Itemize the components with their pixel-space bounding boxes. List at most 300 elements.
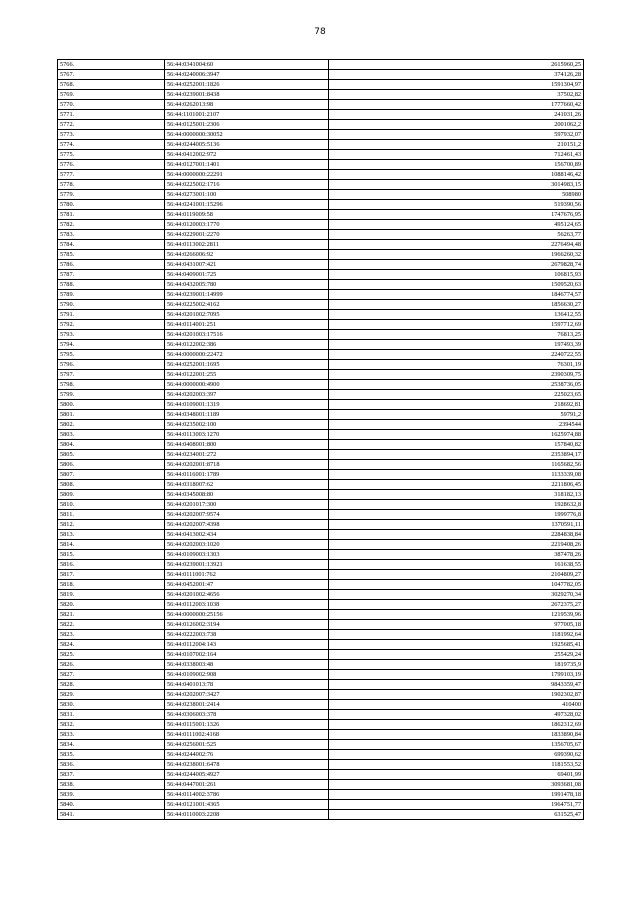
cadastral-number-cell: 56:44:0201003:17516 bbox=[165, 330, 329, 340]
table-row bbox=[58, 800, 584, 810]
row-number-cell: 5835. bbox=[58, 750, 165, 760]
cadastral-value-cell: 1356705,67 bbox=[329, 740, 584, 750]
cadastral-number-cell: 56:44:0202007:3427 bbox=[165, 690, 329, 700]
cadastral-value-cell: 76301,19 bbox=[329, 360, 584, 370]
table-row bbox=[58, 270, 584, 280]
cadastral-value-cell: 1047782,05 bbox=[329, 580, 584, 590]
table-row bbox=[58, 220, 584, 230]
table-row bbox=[58, 260, 584, 270]
table-row bbox=[58, 810, 584, 820]
cadastral-number-cell: 56:44:0239001:14999 bbox=[165, 290, 329, 300]
cadastral-value-cell: 56263,77 bbox=[329, 230, 584, 240]
row-number-cell: 5786. bbox=[58, 260, 165, 270]
cadastral-value-cell: 69401,99 bbox=[329, 770, 584, 780]
cadastral-number-cell: 56:44:0318007:62 bbox=[165, 480, 329, 490]
table-row bbox=[58, 730, 584, 740]
table-row bbox=[58, 90, 584, 100]
table-row bbox=[58, 360, 584, 370]
cadastral-value-cell: 597932,07 bbox=[329, 130, 584, 140]
row-number-cell: 5790. bbox=[58, 300, 165, 310]
table-row bbox=[58, 620, 584, 630]
table-row bbox=[58, 450, 584, 460]
table-row bbox=[58, 160, 584, 170]
table-row bbox=[58, 100, 584, 110]
row-number-cell: 5837. bbox=[58, 770, 165, 780]
cadastral-number-cell: 56:44:0452001:47 bbox=[165, 580, 329, 590]
cadastral-value-cell: 712461,43 bbox=[329, 150, 584, 160]
table-row bbox=[58, 740, 584, 750]
table-row bbox=[58, 290, 584, 300]
cadastral-number-cell: 56:44:0401013:78 bbox=[165, 680, 329, 690]
table-row bbox=[58, 660, 584, 670]
cadastral-number-cell: 56:44:0341004:60 bbox=[165, 60, 329, 70]
row-number-cell: 5796. bbox=[58, 360, 165, 370]
cadastral-value-cell: 225023,65 bbox=[329, 390, 584, 400]
row-number-cell: 5794. bbox=[58, 340, 165, 350]
table-row bbox=[58, 700, 584, 710]
row-number-cell: 5801. bbox=[58, 410, 165, 420]
cadastral-value-cell: 2284838,84 bbox=[329, 530, 584, 540]
cadastral-number-cell: 56:44:0306003:378 bbox=[165, 710, 329, 720]
row-number-cell: 5803. bbox=[58, 430, 165, 440]
row-number-cell: 5839. bbox=[58, 790, 165, 800]
cadastral-number-cell: 56:44:0256001:525 bbox=[165, 740, 329, 750]
table-row bbox=[58, 180, 584, 190]
cadastral-number-cell: 56:44:0110003:2208 bbox=[165, 810, 329, 820]
row-number-cell: 5793. bbox=[58, 330, 165, 340]
table-row bbox=[58, 750, 584, 760]
table-row bbox=[58, 150, 584, 160]
table-row bbox=[58, 410, 584, 420]
row-number-cell: 5783. bbox=[58, 230, 165, 240]
cadastral-value-cell: 3093681,08 bbox=[329, 780, 584, 790]
table-row bbox=[58, 300, 584, 310]
row-number-cell: 5823. bbox=[58, 630, 165, 640]
table-row bbox=[58, 200, 584, 210]
table-row bbox=[58, 320, 584, 330]
row-number-cell: 5810. bbox=[58, 500, 165, 510]
cadastral-value-cell: 106815,93 bbox=[329, 270, 584, 280]
table-row bbox=[58, 480, 584, 490]
table-row bbox=[58, 470, 584, 480]
row-number-cell: 5841. bbox=[58, 810, 165, 820]
table-row bbox=[58, 510, 584, 520]
cadastral-value-cell: 37502,82 bbox=[329, 90, 584, 100]
cadastral-value-cell: 410400 bbox=[329, 700, 584, 710]
table-row bbox=[58, 550, 584, 560]
table-row bbox=[58, 760, 584, 770]
row-number-cell: 5776. bbox=[58, 160, 165, 170]
row-number-cell: 5817. bbox=[58, 570, 165, 580]
row-number-cell: 5815. bbox=[58, 550, 165, 560]
cadastral-value-cell: 1181992,64 bbox=[329, 630, 584, 640]
table-row bbox=[58, 580, 584, 590]
table-row bbox=[58, 210, 584, 220]
cadastral-value-cell: 1819735,9 bbox=[329, 660, 584, 670]
cadastral-number-cell: 56:44:0000000:30052 bbox=[165, 130, 329, 140]
row-number-cell: 5767. bbox=[58, 70, 165, 80]
cadastral-number-cell: 56:44:0222003:738 bbox=[165, 630, 329, 640]
row-number-cell: 5778. bbox=[58, 180, 165, 190]
cadastral-value-cell: 2538736,05 bbox=[329, 380, 584, 390]
cadastral-number-cell: 56:44:0114002:3786 bbox=[165, 790, 329, 800]
row-number-cell: 5772. bbox=[58, 120, 165, 130]
table-row bbox=[58, 650, 584, 660]
row-number-cell: 5822. bbox=[58, 620, 165, 630]
table-row bbox=[58, 490, 584, 500]
row-number-cell: 5782. bbox=[58, 220, 165, 230]
row-number-cell: 5830. bbox=[58, 700, 165, 710]
cadastral-value-cell: 136412,55 bbox=[329, 310, 584, 320]
cadastral-value-cell: 318182,13 bbox=[329, 490, 584, 500]
cadastral-value-cell: 210151,2 bbox=[329, 140, 584, 150]
cadastral-value-cell: 497328,02 bbox=[329, 710, 584, 720]
table-row bbox=[58, 540, 584, 550]
cadastral-number-cell: 56:44:0244005:4927 bbox=[165, 770, 329, 780]
cadastral-value-cell: 2672375,27 bbox=[329, 600, 584, 610]
cadastral-number-cell: 56:44:0202003:397 bbox=[165, 390, 329, 400]
cadastral-number-cell: 56:44:0109001:1319 bbox=[165, 400, 329, 410]
row-number-cell: 5800. bbox=[58, 400, 165, 410]
row-number-cell: 5838. bbox=[58, 780, 165, 790]
cadastral-number-cell: 56:44:0202007:9574 bbox=[165, 510, 329, 520]
cadastral-number-cell: 56:44:0125001:2306 bbox=[165, 120, 329, 130]
cadastral-number-cell: 56:44:0244002:76 bbox=[165, 750, 329, 760]
row-number-cell: 5792. bbox=[58, 320, 165, 330]
cadastral-value-cell: 1597712,69 bbox=[329, 320, 584, 330]
cadastral-number-cell: 56:44:0113003:1270 bbox=[165, 430, 329, 440]
row-number-cell: 5824. bbox=[58, 640, 165, 650]
cadastral-number-cell: 56:44:1101001:2107 bbox=[165, 110, 329, 120]
cadastral-number-cell: 56:44:0111002:4168 bbox=[165, 730, 329, 740]
cadastral-number-cell: 56:44:0241001:15296 bbox=[165, 200, 329, 210]
row-number-cell: 5820. bbox=[58, 600, 165, 610]
cadastral-number-cell: 56:44:0121001:4365 bbox=[165, 800, 329, 810]
cadastral-value-cell: 1966260,32 bbox=[329, 250, 584, 260]
cadastral-value-cell: 76813,25 bbox=[329, 330, 584, 340]
row-number-cell: 5779. bbox=[58, 190, 165, 200]
row-number-cell: 5770. bbox=[58, 100, 165, 110]
row-number-cell: 5809. bbox=[58, 490, 165, 500]
cadastral-value-cell: 1509520,63 bbox=[329, 280, 584, 290]
table-row bbox=[58, 60, 584, 70]
cadastral-value-cell: 1777660,42 bbox=[329, 100, 584, 110]
row-number-cell: 5775. bbox=[58, 150, 165, 160]
table-row bbox=[58, 400, 584, 410]
row-number-cell: 5806. bbox=[58, 460, 165, 470]
cadastral-number-cell: 56:44:0225002:4162 bbox=[165, 300, 329, 310]
table-row bbox=[58, 390, 584, 400]
row-number-cell: 5807. bbox=[58, 470, 165, 480]
row-number-cell: 5788. bbox=[58, 280, 165, 290]
row-number-cell: 5840. bbox=[58, 800, 165, 810]
cadastral-value-cell: 2615960,25 bbox=[329, 60, 584, 70]
row-number-cell: 5795. bbox=[58, 350, 165, 360]
table-row bbox=[58, 570, 584, 580]
table-row bbox=[58, 790, 584, 800]
cadastral-number-cell: 56:44:0109003:1303 bbox=[165, 550, 329, 560]
table-row bbox=[58, 70, 584, 80]
row-number-cell: 5802. bbox=[58, 420, 165, 430]
cadastral-number-cell: 56:44:0252001:1826 bbox=[165, 80, 329, 90]
row-number-cell: 5833. bbox=[58, 730, 165, 740]
row-number-cell: 5805. bbox=[58, 450, 165, 460]
table-row bbox=[58, 520, 584, 530]
cadastral-number-cell: 56:44:0408001:800 bbox=[165, 440, 329, 450]
cadastral-value-cell: 157840,82 bbox=[329, 440, 584, 450]
table-row bbox=[58, 110, 584, 120]
row-number-cell: 5799. bbox=[58, 390, 165, 400]
row-number-cell: 5834. bbox=[58, 740, 165, 750]
cadastral-value-cell: 1747676,95 bbox=[329, 210, 584, 220]
row-number-cell: 5828. bbox=[58, 680, 165, 690]
cadastral-number-cell: 56:44:0115001:1326 bbox=[165, 720, 329, 730]
cadastral-value-cell: 241031,26 bbox=[329, 110, 584, 120]
cadastral-number-cell: 56:44:0114001:251 bbox=[165, 320, 329, 330]
cadastral-number-cell: 56:44:0240006:3947 bbox=[165, 70, 329, 80]
cadastral-number-cell: 56:44:0202003:1020 bbox=[165, 540, 329, 550]
cadastral-number-cell: 56:44:0122002:386 bbox=[165, 340, 329, 350]
cadastral-number-cell: 56:44:0345008:80 bbox=[165, 490, 329, 500]
cadastral-number-cell: 56:44:0202001:8718 bbox=[165, 460, 329, 470]
table-row bbox=[58, 310, 584, 320]
row-number-cell: 5816. bbox=[58, 560, 165, 570]
cadastral-number-cell: 56:44:0266006:92 bbox=[165, 250, 329, 260]
cadastral-value-cell: 2353894,17 bbox=[329, 450, 584, 460]
cadastral-value-cell: 1219539,96 bbox=[329, 610, 584, 620]
cadastral-value-cell: 197493,39 bbox=[329, 340, 584, 350]
row-number-cell: 5831. bbox=[58, 710, 165, 720]
cadastral-number-cell: 56:44:0201002:4656 bbox=[165, 590, 329, 600]
cadastral-number-cell: 56:44:0112003:1038 bbox=[165, 600, 329, 610]
page-number: 78 bbox=[314, 27, 326, 37]
row-number-cell: 5812. bbox=[58, 520, 165, 530]
table-row bbox=[58, 350, 584, 360]
table-row bbox=[58, 590, 584, 600]
cadastral-value-cell: 977005,18 bbox=[329, 620, 584, 630]
cadastral-value-cell: 2276494,48 bbox=[329, 240, 584, 250]
row-number-cell: 5777. bbox=[58, 170, 165, 180]
table-row bbox=[58, 340, 584, 350]
cadastral-value-cell: 1799103,19 bbox=[329, 670, 584, 680]
cadastral-value-cell: 1856630,27 bbox=[329, 300, 584, 310]
table-row bbox=[58, 670, 584, 680]
table-row bbox=[58, 380, 584, 390]
cadastral-value-cell: 218692,81 bbox=[329, 400, 584, 410]
table-row bbox=[58, 240, 584, 250]
row-number-cell: 5808. bbox=[58, 480, 165, 490]
row-number-cell: 5825. bbox=[58, 650, 165, 660]
cadastral-value-cell: 2211806,45 bbox=[329, 480, 584, 490]
cadastral-value-cell: 1925685,41 bbox=[329, 640, 584, 650]
cadastral-value-cell: 1625974,88 bbox=[329, 430, 584, 440]
cadastral-number-cell: 56:44:0273001:100 bbox=[165, 190, 329, 200]
cadastral-value-cell: 1165682,56 bbox=[329, 460, 584, 470]
row-number-cell: 5814. bbox=[58, 540, 165, 550]
cadastral-number-cell: 56:44:0238001:2414 bbox=[165, 700, 329, 710]
cadastral-value-cell: 59791,2 bbox=[329, 410, 584, 420]
row-number-cell: 5771. bbox=[58, 110, 165, 120]
cadastral-value-cell: 2219408,26 bbox=[329, 540, 584, 550]
cadastral-number-cell: 56:44:0409001:725 bbox=[165, 270, 329, 280]
table-row bbox=[58, 80, 584, 90]
cadastral-value-cell: 255429,24 bbox=[329, 650, 584, 660]
row-number-cell: 5791. bbox=[58, 310, 165, 320]
cadastral-value-cell: 519390,56 bbox=[329, 200, 584, 210]
table-row bbox=[58, 560, 584, 570]
table-row bbox=[58, 690, 584, 700]
cadastral-value-cell: 2394544 bbox=[329, 420, 584, 430]
row-number-cell: 5769. bbox=[58, 90, 165, 100]
cadastral-value-cell: 2679828,74 bbox=[329, 260, 584, 270]
table-row bbox=[58, 430, 584, 440]
cadastral-value-cell: 631525,47 bbox=[329, 810, 584, 820]
cadastral-number-cell: 56:44:0238001:6478 bbox=[165, 760, 329, 770]
cadastral-value-cell: 1991478,18 bbox=[329, 790, 584, 800]
cadastral-value-cell: 1833890,84 bbox=[329, 730, 584, 740]
cadastral-number-cell: 56:44:0127001:1401 bbox=[165, 160, 329, 170]
table-body bbox=[58, 60, 584, 820]
table-row bbox=[58, 190, 584, 200]
cadastral-number-cell: 56:44:0262013:98 bbox=[165, 100, 329, 110]
table-row bbox=[58, 780, 584, 790]
cadastral-value-cell: 1999776,8 bbox=[329, 510, 584, 520]
cadastral-value-cell: 1862312,69 bbox=[329, 720, 584, 730]
table-row bbox=[58, 170, 584, 180]
cadastral-number-cell: 56:44:0235002:100 bbox=[165, 420, 329, 430]
row-number-cell: 5789. bbox=[58, 290, 165, 300]
cadastral-value-cell: 374126,28 bbox=[329, 70, 584, 80]
cadastral-value-cell: 2390309,75 bbox=[329, 370, 584, 380]
table-row bbox=[58, 640, 584, 650]
cadastral-value-cell: 156700,89 bbox=[329, 160, 584, 170]
row-number-cell: 5784. bbox=[58, 240, 165, 250]
table-row bbox=[58, 330, 584, 340]
row-number-cell: 5798. bbox=[58, 380, 165, 390]
cadastral-number-cell: 56:44:0000000:25156 bbox=[165, 610, 329, 620]
cadastral-number-cell: 56:44:0229001:2270 bbox=[165, 230, 329, 240]
cadastral-number-cell: 56:44:0413002:434 bbox=[165, 530, 329, 540]
cadastral-value-cell: 2001062,2 bbox=[329, 120, 584, 130]
cadastral-value-cell: 495124,65 bbox=[329, 220, 584, 230]
cadastral-value-cell: 161638,55 bbox=[329, 560, 584, 570]
cadastral-value-cell: 2104809,27 bbox=[329, 570, 584, 580]
row-number-cell: 5773. bbox=[58, 130, 165, 140]
table-row bbox=[58, 710, 584, 720]
cadastral-value-cell: 1181553,52 bbox=[329, 760, 584, 770]
row-number-cell: 5780. bbox=[58, 200, 165, 210]
table-row bbox=[58, 600, 584, 610]
cadastral-value-cell: 2240722,55 bbox=[329, 350, 584, 360]
table-row bbox=[58, 630, 584, 640]
row-number-cell: 5829. bbox=[58, 690, 165, 700]
table-row bbox=[58, 130, 584, 140]
row-number-cell: 5821. bbox=[58, 610, 165, 620]
row-number-cell: 5832. bbox=[58, 720, 165, 730]
cadastral-number-cell: 56:44:0000000:22291 bbox=[165, 170, 329, 180]
cadastral-number-cell: 56:44:0116001:1789 bbox=[165, 470, 329, 480]
row-number-cell: 5813. bbox=[58, 530, 165, 540]
table-row bbox=[58, 500, 584, 510]
cadastral-value-cell: 1133339,08 bbox=[329, 470, 584, 480]
row-number-cell: 5819. bbox=[58, 590, 165, 600]
cadastral-number-cell: 56:44:0113002:2811 bbox=[165, 240, 329, 250]
cadastral-number-cell: 56:44:0107002:164 bbox=[165, 650, 329, 660]
row-number-cell: 5766. bbox=[58, 60, 165, 70]
row-number-cell: 5774. bbox=[58, 140, 165, 150]
row-number-cell: 5827. bbox=[58, 670, 165, 680]
table-row bbox=[58, 420, 584, 430]
row-number-cell: 5811. bbox=[58, 510, 165, 520]
table-row bbox=[58, 120, 584, 130]
cadastral-number-cell: 56:44:0201002:7095 bbox=[165, 310, 329, 320]
cadastral-value-cell: 3029270,34 bbox=[329, 590, 584, 600]
cadastral-number-cell: 56:44:0202007:4398 bbox=[165, 520, 329, 530]
table-row bbox=[58, 230, 584, 240]
table-row bbox=[58, 770, 584, 780]
cadastral-value-cell: 1928632,8 bbox=[329, 500, 584, 510]
table-row bbox=[58, 460, 584, 470]
table-row bbox=[58, 720, 584, 730]
cadastral-number-cell: 56:44:0122001:255 bbox=[165, 370, 329, 380]
cadastral-value-cell: 1591304,97 bbox=[329, 80, 584, 90]
cadastral-value-cell: 1902302,87 bbox=[329, 690, 584, 700]
row-number-cell: 5826. bbox=[58, 660, 165, 670]
cadastral-value-cell: 387478,26 bbox=[329, 550, 584, 560]
row-number-cell: 5768. bbox=[58, 80, 165, 90]
cadastral-value-cell: 508980 bbox=[329, 190, 584, 200]
cadastral-number-cell: 56:44:0431007:421 bbox=[165, 260, 329, 270]
cadastral-number-cell: 56:44:0111001:762 bbox=[165, 570, 329, 580]
cadastral-value-cell: 699390,62 bbox=[329, 750, 584, 760]
row-number-cell: 5818. bbox=[58, 580, 165, 590]
cadastral-number-cell: 56:44:0447001:261 bbox=[165, 780, 329, 790]
row-number-cell: 5785. bbox=[58, 250, 165, 260]
cadastral-number-cell: 56:44:0239001:8438 bbox=[165, 90, 329, 100]
row-number-cell: 5797. bbox=[58, 370, 165, 380]
cadastral-value-cell: 3014983,15 bbox=[329, 180, 584, 190]
cadastral-number-cell: 56:44:0119009:58 bbox=[165, 210, 329, 220]
cadastral-number-cell: 56:44:0112004:143 bbox=[165, 640, 329, 650]
cadastral-value-cell: 1370591,11 bbox=[329, 520, 584, 530]
cadastral-number-cell: 56:44:0244005:5136 bbox=[165, 140, 329, 150]
cadastral-number-cell: 56:44:0252001:1695 bbox=[165, 360, 329, 370]
cadastral-number-cell: 56:44:0225002:1716 bbox=[165, 180, 329, 190]
table-row bbox=[58, 530, 584, 540]
cadastral-number-cell: 56:44:0412002:972 bbox=[165, 150, 329, 160]
cadastral-number-cell: 56:44:0348001:1189 bbox=[165, 410, 329, 420]
table-row bbox=[58, 440, 584, 450]
cadastral-number-cell: 56:44:0126002:3194 bbox=[165, 620, 329, 630]
table-row bbox=[58, 250, 584, 260]
cadastral-value-cell: 1088146,42 bbox=[329, 170, 584, 180]
cadastral-number-cell: 56:44:0239001:13921 bbox=[165, 560, 329, 570]
cadastral-value-cell: 1846774,57 bbox=[329, 290, 584, 300]
cadastral-value-table bbox=[57, 59, 584, 820]
cadastral-number-cell: 56:44:0120003:1770 bbox=[165, 220, 329, 230]
cadastral-number-cell: 56:44:0000000:22472 bbox=[165, 350, 329, 360]
cadastral-number-cell: 56:44:0234001:272 bbox=[165, 450, 329, 460]
row-number-cell: 5836. bbox=[58, 760, 165, 770]
cadastral-number-cell: 56:44:0000000:4900 bbox=[165, 380, 329, 390]
cadastral-value-cell: 1964751,77 bbox=[329, 800, 584, 810]
row-number-cell: 5781. bbox=[58, 210, 165, 220]
cadastral-value-cell: 9843359,47 bbox=[329, 680, 584, 690]
row-number-cell: 5787. bbox=[58, 270, 165, 280]
table-row bbox=[58, 370, 584, 380]
table-row bbox=[58, 140, 584, 150]
table-row bbox=[58, 610, 584, 620]
